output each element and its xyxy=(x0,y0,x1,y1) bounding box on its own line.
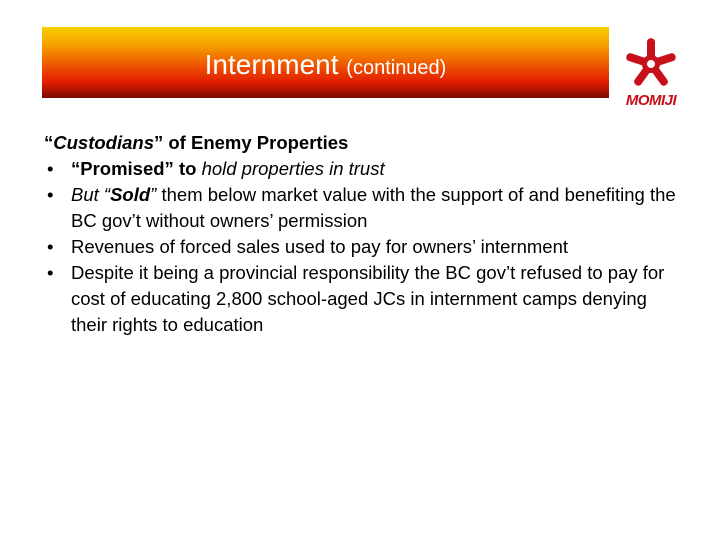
bullet-promised: “Promised” to xyxy=(71,158,197,179)
bullet-sold-rest: them below market value with the support of and benefiting the BC gov’t without owners’ permission xyxy=(71,184,676,231)
bullet-list xyxy=(44,156,684,338)
logo-text: MOMIJI xyxy=(625,92,677,109)
heading-open-quote: “ xyxy=(44,132,54,153)
bullet-sold-close-quote: ” xyxy=(150,184,157,205)
slide-body xyxy=(44,130,684,338)
heading-rest: ” of Enemy Properties xyxy=(153,132,349,153)
title-subtitle: (continued) xyxy=(346,56,447,79)
slide-title xyxy=(205,47,447,79)
title-main: Internment xyxy=(204,48,339,80)
heading-custodians: Custodians xyxy=(53,132,154,153)
logo-wordmark xyxy=(616,92,686,109)
bullet-icon: • xyxy=(47,158,54,179)
bullet-sold: Sold xyxy=(110,184,151,205)
heading xyxy=(44,130,684,156)
bullet-revenues: Revenues of forced sales used to pay for owners’ internment xyxy=(71,236,569,257)
list-item xyxy=(44,234,684,260)
bullet-promised-italic: hold properties in trust xyxy=(201,158,385,179)
list-item xyxy=(44,260,684,338)
bullet-icon: • xyxy=(47,184,54,205)
bullet-icon: • xyxy=(47,262,54,283)
title-banner xyxy=(42,27,609,98)
maple-leaf-icon xyxy=(616,36,686,96)
bullet-icon: • xyxy=(47,236,54,257)
bullet-but: But “ xyxy=(71,184,111,205)
list-item xyxy=(44,182,684,234)
bullet-despite: Despite it being a provincial responsibility the BC gov’t refused to pay for cost of educating 2,800 school-aged JCs in internment camps denying their rights to education xyxy=(71,262,665,335)
list-item xyxy=(44,156,684,182)
